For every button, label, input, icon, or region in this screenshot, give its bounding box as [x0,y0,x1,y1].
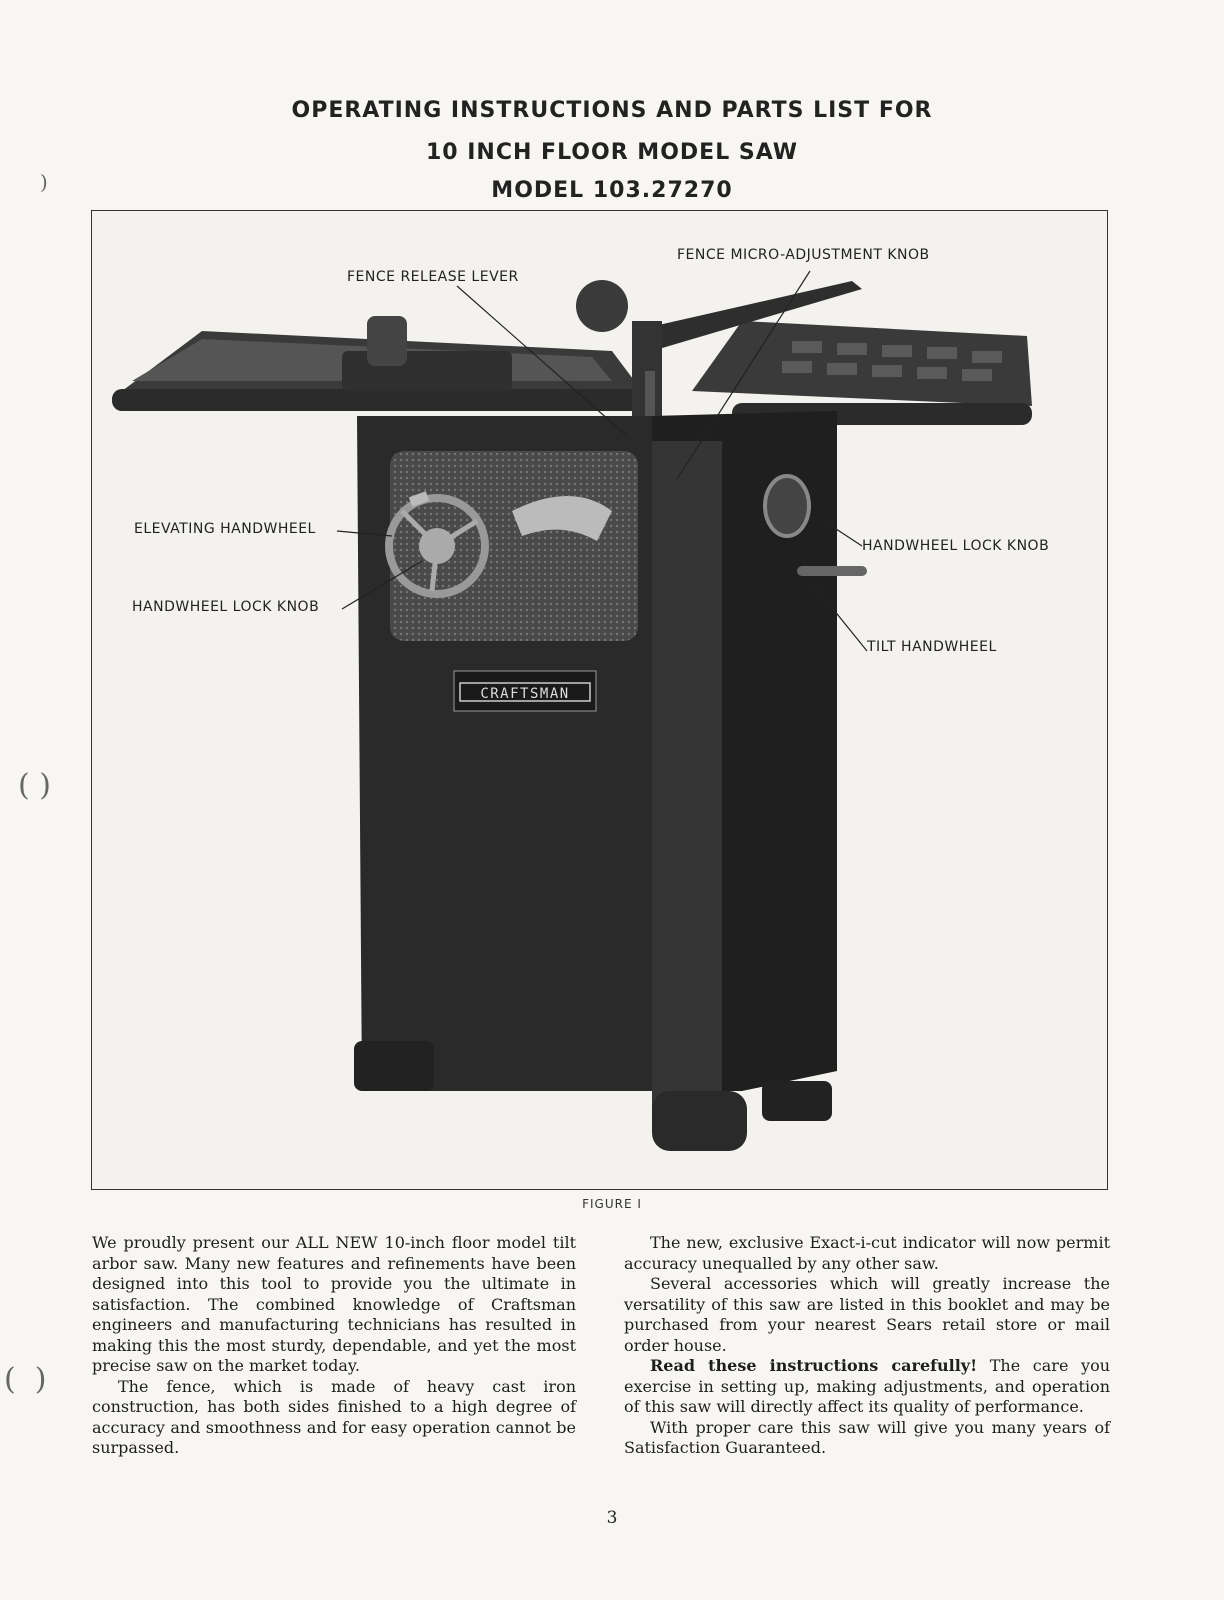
binder-hole-mark: ( ) [4,1362,47,1397]
binder-hole-mark: ) [40,170,48,194]
document-title-line-1: OPERATING INSTRUCTIONS AND PARTS LIST FOR [291,98,933,123]
table-saw-illustration [92,211,1109,1191]
callout-fence-release-lever: FENCE RELEASE LEVER [347,269,519,285]
body-column-left [92,1233,576,1459]
craftsman-nameplate: CRAFTSMAN [480,686,570,702]
paragraph: With proper care this saw will give you many years of Satisfaction Guaranteed. [624,1417,1110,1457]
paragraph: Several accessories which will greatly increase the versatility of this saw are listed in this booklet and may be purchased from your nearest Sears retail store or mail order house. [624,1274,1110,1355]
callout-handwheel-lock-knob-left: HANDWHEEL LOCK KNOB [132,599,320,615]
document-title-line-3: MODEL 103.27270 [491,178,733,203]
callout-elevating-handwheel: ELEVATING HANDWHEEL [134,521,316,537]
paragraph: The new, exclusive Exact-i-cut indicator will now permit accuracy unequalled by any other saw. [624,1233,1110,1273]
paragraph: We proudly present our ALL NEW 10-inch floor model tilt arbor saw. Many new features and refinements have been designed into this tool to provide you the ultimate in satisfaction. The combined knowledge of Craftsman engineers and manufacturing technicians has resulted in making this the most sturdy, dependable, and yet the most precise saw on the market today. [92,1233,576,1375]
body-column-right [624,1233,1110,1459]
callout-handwheel-lock-knob-right: HANDWHEEL LOCK KNOB [862,538,1050,554]
paragraph [624,1356,1110,1418]
binder-hole-mark: ( ) [18,768,51,803]
page-number: 3 [606,1508,618,1528]
callout-fence-micro-adjustment-knob: FENCE MICRO-ADJUSTMENT KNOB [677,247,930,263]
emphasis-text: Read these instructions carefully! [650,1356,978,1375]
paragraph-text: The care you exercise in setting up, making adjustments, and operation of this saw will directly affect its quality of performance. [624,1356,1111,1416]
callout-tilt-handwheel: TILT HANDWHEEL [867,639,997,655]
document-title-line-2: 10 INCH FLOOR MODEL SAW [425,140,799,165]
figure-1-frame [91,210,1108,1190]
paragraph: The fence, which is made of heavy cast iron construction, has both sides finished to a high degree of accuracy and smoothness and for easy operation cannot be surpassed. [92,1376,576,1457]
figure-caption: FIGURE I [582,1197,642,1211]
